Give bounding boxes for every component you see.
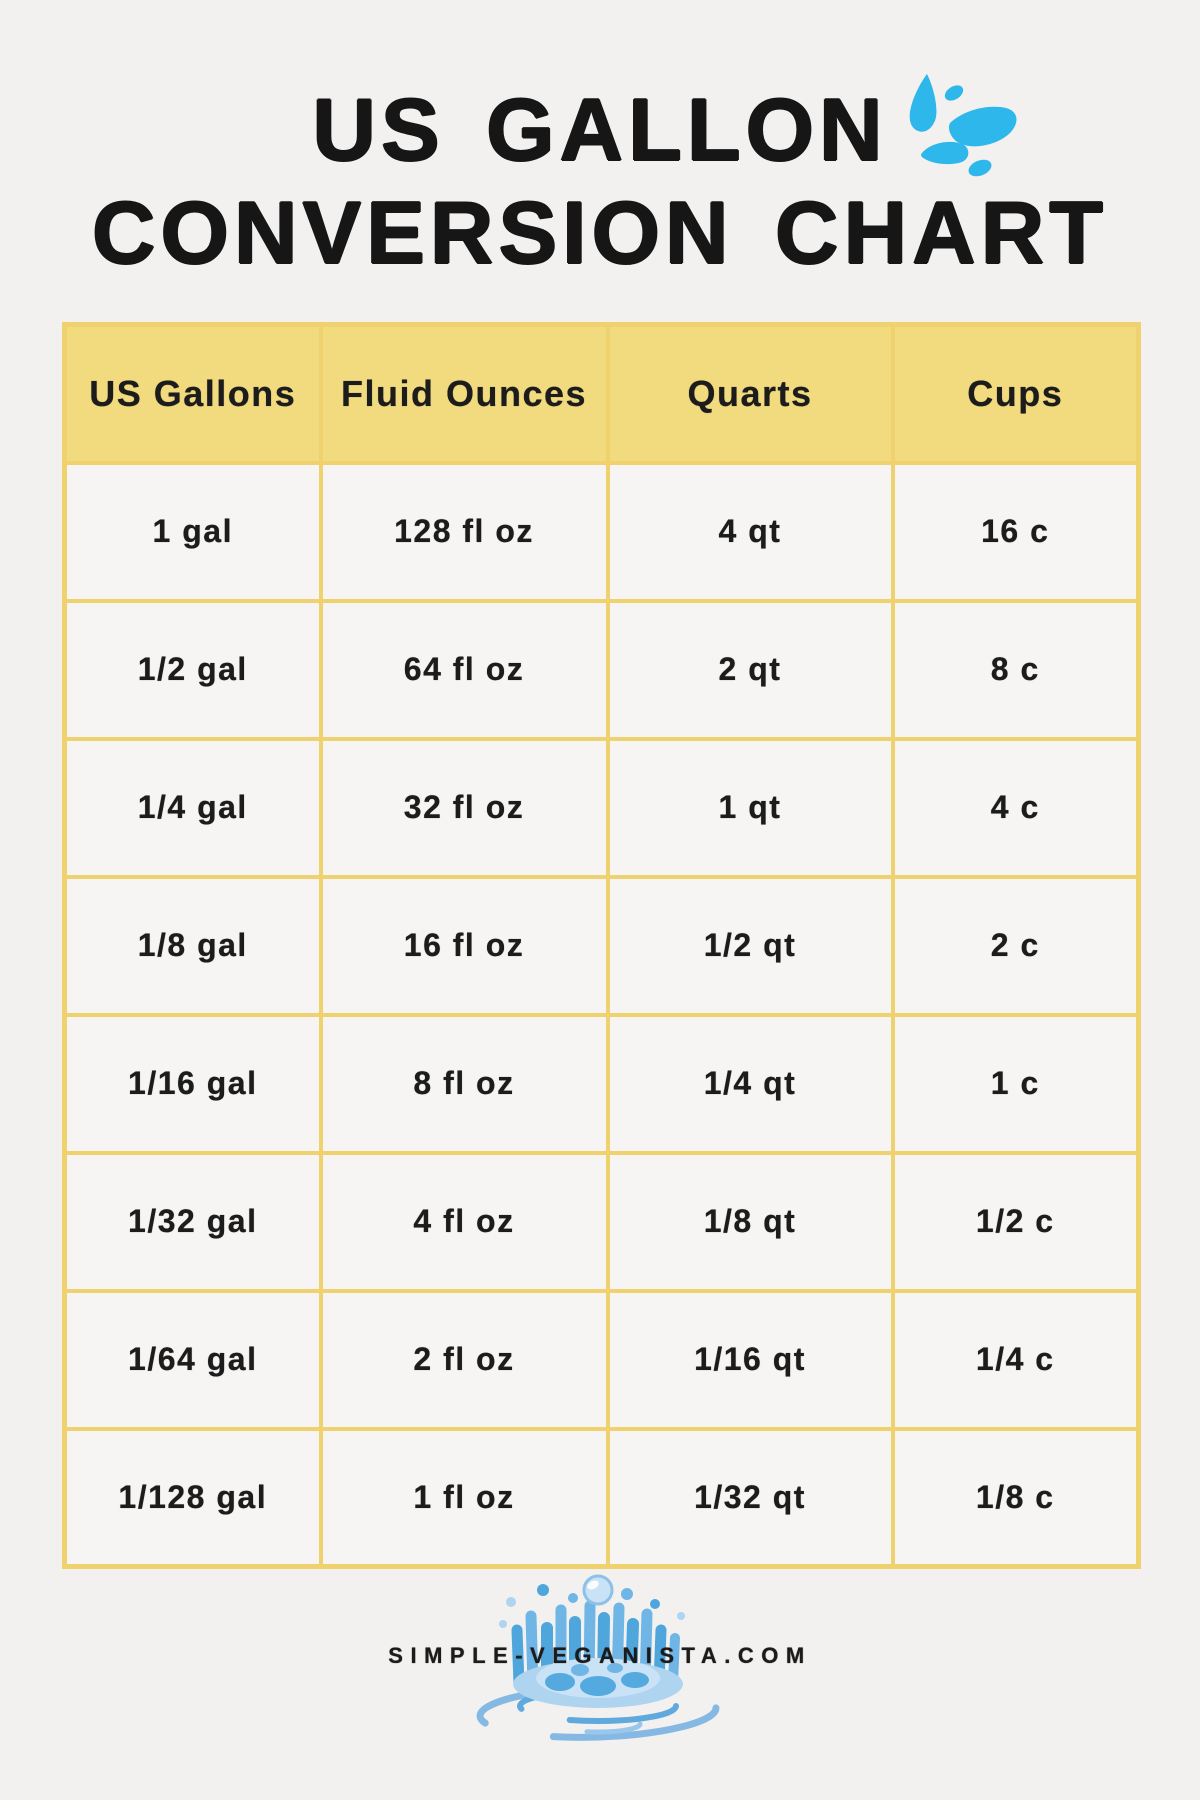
table-row: [65, 463, 1139, 601]
table-cell: 1/8 qt: [608, 1153, 893, 1291]
table-cell: 128 fl oz: [321, 463, 608, 601]
table-row: [65, 1291, 1139, 1429]
table-cell: 1/4 c: [893, 1291, 1139, 1429]
table-cell: 1/64 gal: [65, 1291, 321, 1429]
table-cell: 32 fl oz: [321, 739, 608, 877]
table-cell: 2 fl oz: [321, 1291, 608, 1429]
table-cell: 1/2 gal: [65, 601, 321, 739]
table-row: [65, 1429, 1139, 1567]
table-cell: 1 gal: [65, 463, 321, 601]
table-header-row: [65, 325, 1139, 463]
table-row: [65, 1153, 1139, 1291]
water-splash-icon: [890, 73, 1020, 185]
table-cell: 1/8 gal: [65, 877, 321, 1015]
table-row: [65, 601, 1139, 739]
table-cell: 8 fl oz: [321, 1015, 608, 1153]
table-cell: 1/2 qt: [608, 877, 893, 1015]
table-cell: 1 fl oz: [321, 1429, 608, 1567]
table-cell: 64 fl oz: [321, 601, 608, 739]
table-cell: 1 c: [893, 1015, 1139, 1153]
table-cell: 8 c: [893, 601, 1139, 739]
table-cell: 1/4 qt: [608, 1015, 893, 1153]
table-cell: 1/32 gal: [65, 1153, 321, 1291]
table-cell: 4 c: [893, 739, 1139, 877]
table-row: [65, 1015, 1139, 1153]
water-drop-icon: [584, 1576, 612, 1604]
table-cell: 1/16 gal: [65, 1015, 321, 1153]
table-body: [65, 463, 1139, 1567]
table-cell: 4 fl oz: [321, 1153, 608, 1291]
conversion-table: [62, 322, 1141, 1569]
website-url: SIMPLE-VEGANISTA.COM: [388, 1643, 812, 1668]
table-cell: 16 c: [893, 463, 1139, 601]
table-cell: 2 c: [893, 877, 1139, 1015]
table-cell: 2 qt: [608, 601, 893, 739]
table-cell: 4 qt: [608, 463, 893, 601]
table-row: [65, 739, 1139, 877]
table-cell: 1 qt: [608, 739, 893, 877]
column-header-fluid-ounces: Fluid Ounces: [321, 325, 608, 463]
page-title-line1: US GALLON: [312, 80, 888, 179]
table-cell: 1/2 c: [893, 1153, 1139, 1291]
column-header-us-gallons: US Gallons: [65, 325, 321, 463]
column-header-cups: Cups: [893, 325, 1139, 463]
column-header-quarts: Quarts: [608, 325, 893, 463]
page-title: [0, 78, 1200, 284]
page-title-line2: CONVERSION CHART: [91, 183, 1109, 282]
table-cell: 1/128 gal: [65, 1429, 321, 1567]
table-cell: 1/8 c: [893, 1429, 1139, 1567]
table-row: [65, 877, 1139, 1015]
table-cell: 1/32 qt: [608, 1429, 893, 1567]
table-cell: 16 fl oz: [321, 877, 608, 1015]
table-cell: 1/4 gal: [65, 739, 321, 877]
table-cell: 1/16 qt: [608, 1291, 893, 1429]
